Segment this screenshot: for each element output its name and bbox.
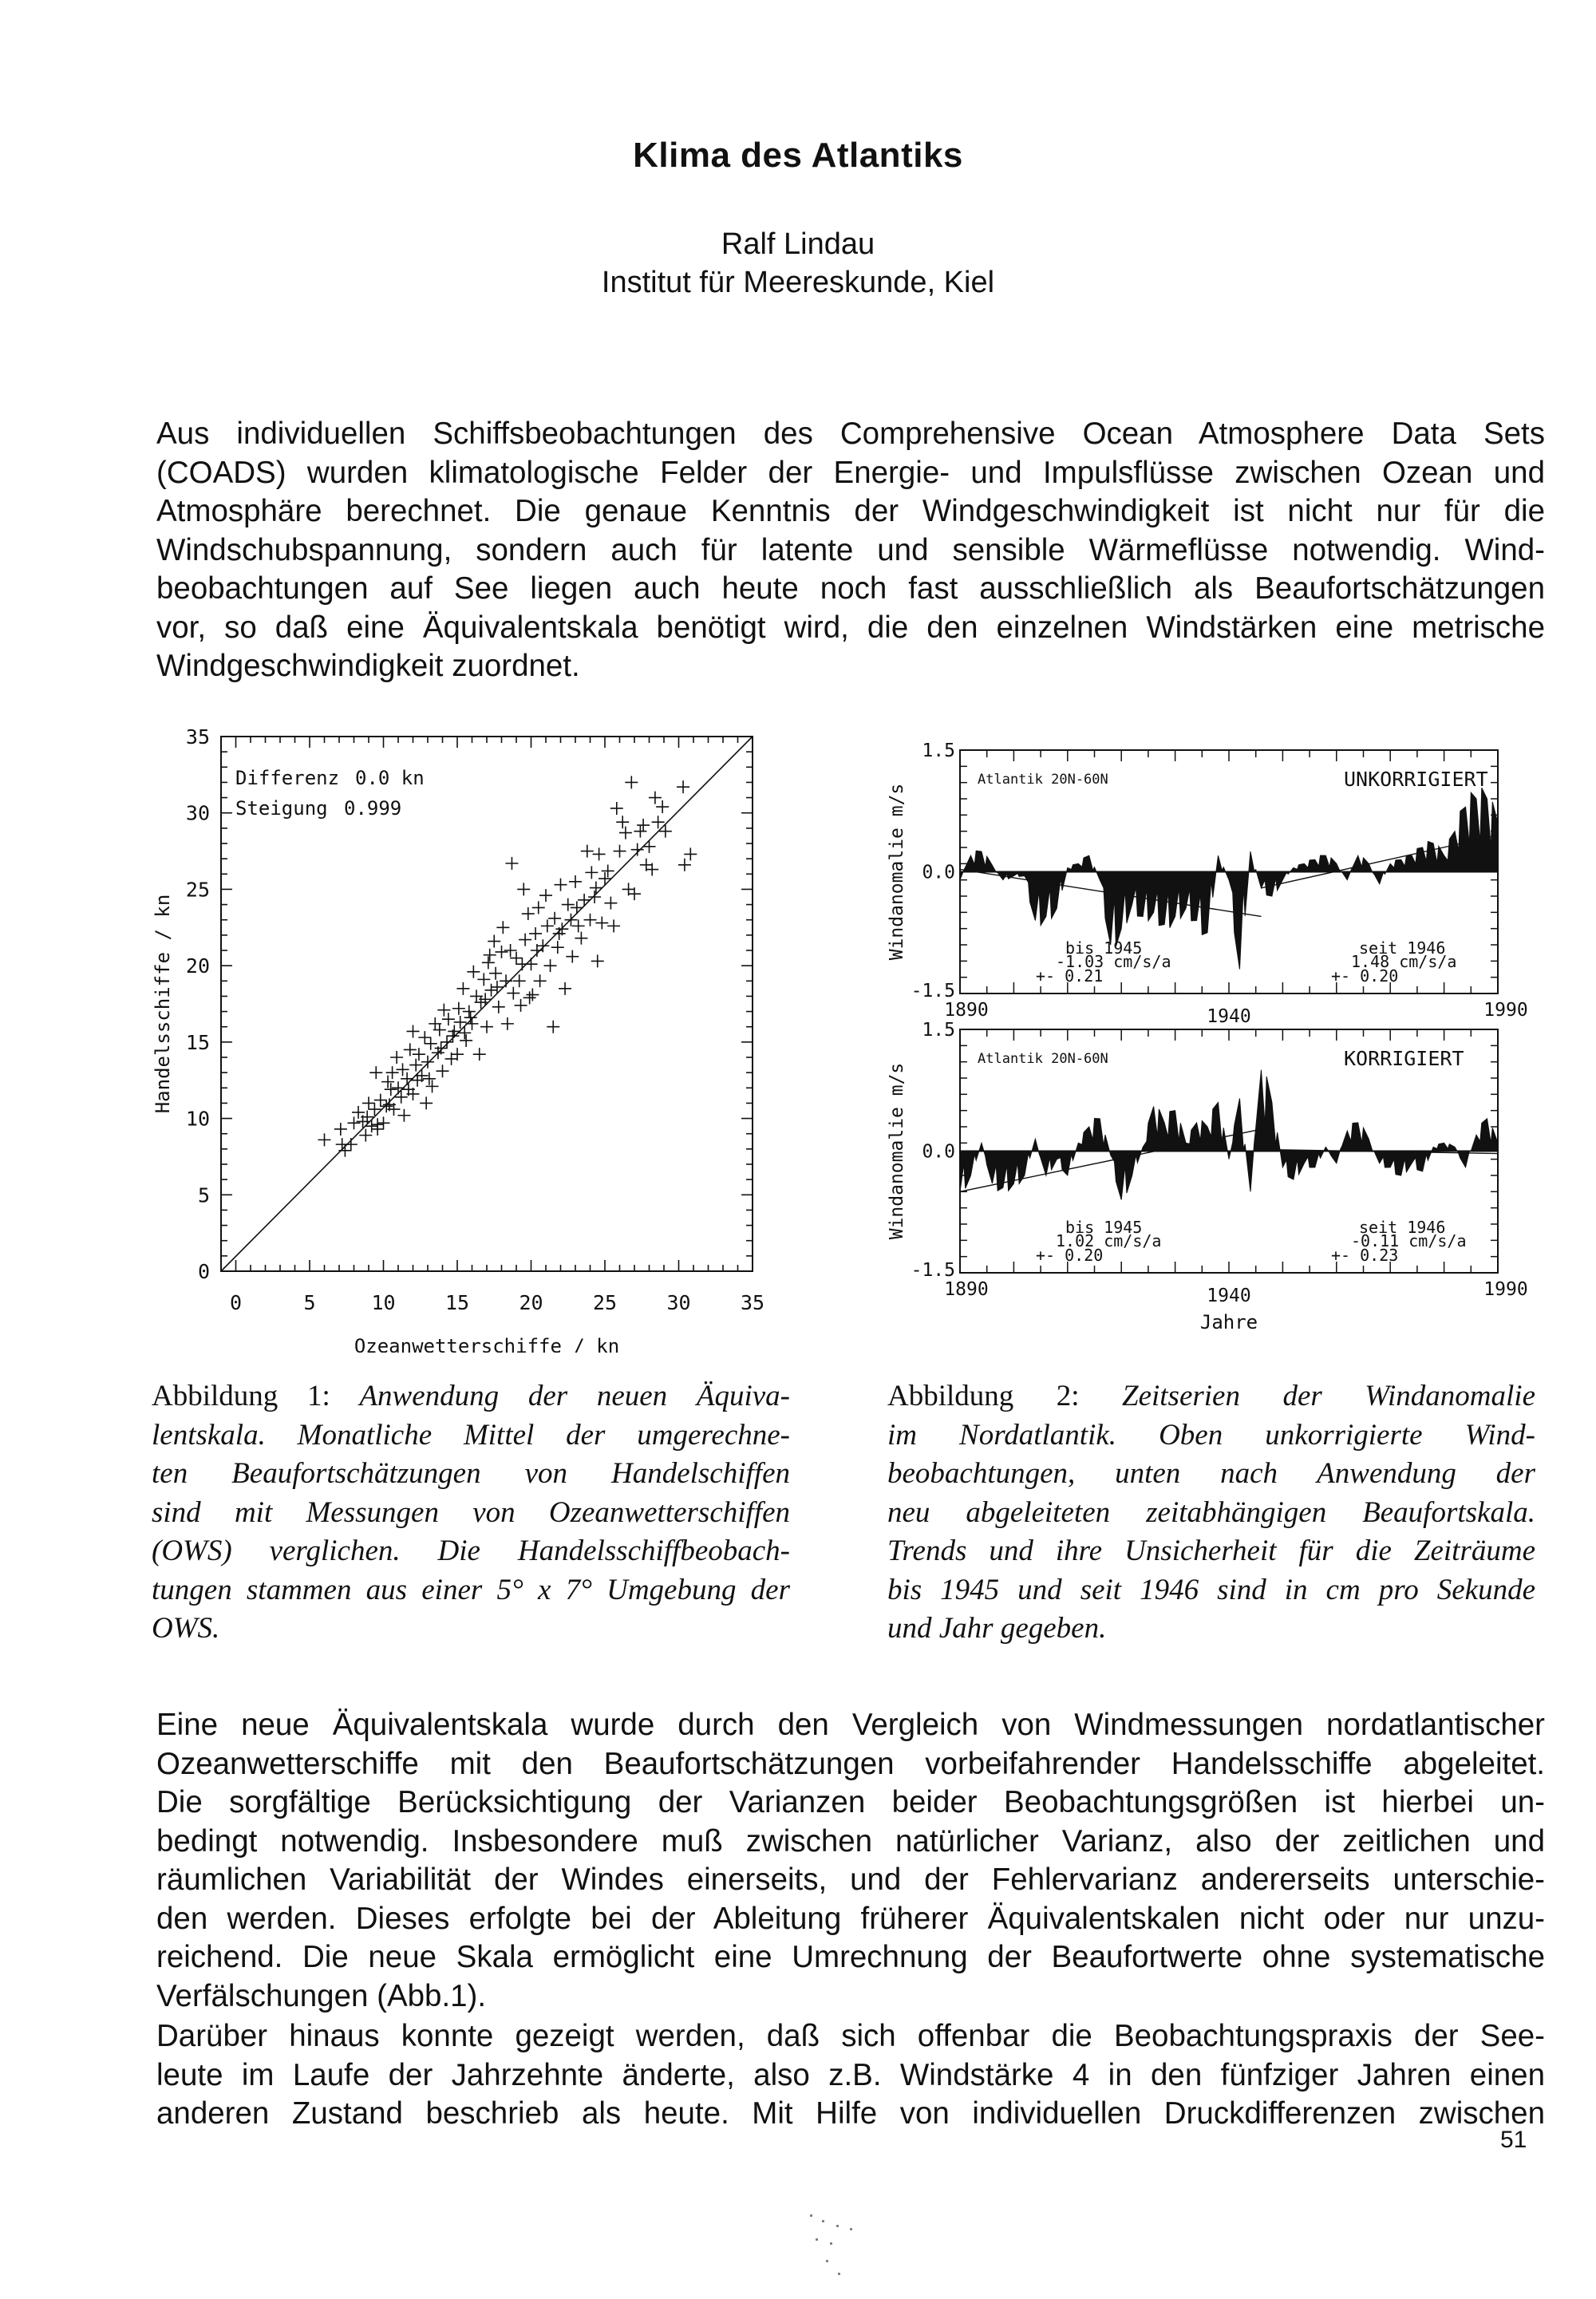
x-tick-label: 1990	[1483, 1000, 1528, 1021]
text-line: Verfälschungen (Abb.1).	[156, 1978, 487, 2013]
scan-speckle	[806, 2210, 878, 2282]
x-axis-label: Jahre	[1199, 1311, 1258, 1333]
data-points	[318, 776, 697, 1156]
text-line: anderen Zustand beschrieb als heute. Mit Hilfe von individuellen Druckdifferenzen zwischen	[156, 2096, 1545, 2131]
svg-text:bis 1945: bis 1945	[1065, 1218, 1143, 1237]
panel-unkorrigiert	[887, 741, 1528, 1027]
svg-text:+- 0.23: +- 0.23	[1331, 1246, 1399, 1265]
text-line: Darüber hinaus konnte gezeigt werden, daß sich offenbar die Beobachtungspraxis der See-	[156, 2019, 1545, 2053]
page-title: Klima des Atlantiks	[633, 136, 963, 175]
annotation-label: Steigung	[235, 797, 328, 820]
panel-korrigiert	[887, 1020, 1528, 1306]
svg-text:bis 1945: bis 1945	[1065, 938, 1143, 958]
y-tick-label: 5	[197, 1183, 210, 1207]
y-tick-label: 30	[185, 801, 210, 825]
caption-line: im Nordatlantik. Oben unkorrigierte Wind-	[887, 1418, 1535, 1452]
time-series-plot	[870, 722, 1556, 1361]
svg-text:+- 0.21: +- 0.21	[1036, 966, 1104, 986]
y-axis-label: Windanomalie m/s	[887, 783, 907, 961]
y-tick-label: -1.5	[911, 981, 955, 1001]
author-name: Ralf Lindau	[721, 227, 875, 261]
y-axis-label: Windanomalie m/s	[887, 1062, 907, 1240]
text-line: Ozeanwetterschiffe mit den Beaufortschätzungen vorbeifahrender Handelsschiffe abgeleitet.	[156, 1746, 1545, 1781]
x-tick-label: 1940	[1207, 1286, 1251, 1306]
caption-line: (OWS) verglichen. Die Handelsschiffbeobach-	[152, 1535, 790, 1567]
x-tick-label: 1890	[944, 1279, 989, 1300]
y-tick-label: 25	[185, 878, 210, 902]
y-tick-label: 0.0	[922, 862, 955, 883]
text-line: Windgeschwindigkeit zuordnet.	[156, 649, 580, 683]
svg-text:1.48 cm/s/a: 1.48 cm/s/a	[1351, 952, 1457, 971]
svg-text:1.02 cm/s/a: 1.02 cm/s/a	[1056, 1231, 1162, 1250]
svg-text:+- 0.20: +- 0.20	[1036, 1246, 1104, 1265]
text-line: Windschubspannung, sondern auch für latente und sensible Wärmeflüsse notwendig. Wind-	[156, 532, 1545, 567]
figure-2-caption	[887, 1377, 1535, 1649]
scatter-plot	[144, 714, 798, 1353]
text-line: räumlichen Variabilität der Windes einerseits, und der Fehlervarianz andererseits unterschie-	[156, 1863, 1545, 1897]
y-tick-label: -1.5	[911, 1260, 955, 1281]
panel-title: UNKORRIGIERT	[1344, 768, 1488, 791]
caption-line: sind mit Messungen von Ozeanwetterschiffen	[152, 1495, 790, 1529]
x-tick-label: 35	[740, 1291, 765, 1314]
caption-line: Trends und ihre Unsicherheit für die Zeiträume	[887, 1535, 1535, 1567]
y-tick-label: 0.0	[922, 1141, 955, 1163]
x-tick-label: 20	[519, 1291, 543, 1314]
caption-line: neu abgeleiteten zeitabhängigen Beaufortskala.	[887, 1495, 1535, 1529]
text-line: Aus individuellen Schiffsbeobachtungen des Comprehensive Ocean Atmosphere Data Sets	[156, 417, 1545, 451]
x-axis-label: Ozeanwetterschiffe / kn	[354, 1335, 620, 1353]
x-tick-label: 1940	[1207, 1006, 1251, 1027]
y-tick-label: 1.5	[922, 1020, 955, 1041]
x-tick-label: 10	[371, 1291, 396, 1314]
caption-line: Abbildung 2: Zeitserien der Windanomalie	[887, 1380, 1535, 1412]
x-tick-label: 5	[303, 1291, 316, 1314]
annotation-value: 0.999	[344, 797, 402, 820]
annotation-value: 0.0 kn	[355, 767, 425, 789]
y-tick-label: 0	[197, 1260, 210, 1283]
intro-paragraph	[156, 415, 1545, 686]
caption-line: und Jahr gegeben.	[887, 1612, 1107, 1645]
y-axis-label: Handelsschiffe / kn	[152, 894, 174, 1114]
y-tick-label: 10	[185, 1107, 210, 1131]
author-affiliation: Institut für Meereskunde, Kiel	[601, 266, 995, 299]
text-line: leute im Laufe der Jahrzehnte änderte, also z.B. Windstärke 4 in den fünfziger Jahren einen	[156, 2057, 1545, 2092]
y-tick-label: 1.5	[922, 741, 955, 761]
x-tick-label: 0	[229, 1291, 243, 1314]
caption-line: Abbildung 1: Anwendung der neuen Äquiva-	[152, 1380, 790, 1412]
body-paragraph-1	[156, 1706, 1545, 2016]
x-tick-label: 15	[444, 1291, 470, 1314]
caption-line: lentskala. Monatliche Mittel der umgerechne-	[152, 1418, 790, 1452]
svg-text:seit 1946: seit 1946	[1359, 938, 1446, 958]
figure-1	[144, 714, 798, 1353]
text-line: den werden. Dieses erfolgte bei der Ableitung früherer Äquivalentskalen nicht oder nur unzu-	[156, 1901, 1545, 1936]
y-tick-label: 15	[185, 1030, 210, 1054]
anomaly-area	[960, 1070, 1498, 1200]
text-line: beobachtungen auf See liegen auch heute noch fast ausschließlich als Beaufortschätzungen	[156, 571, 1545, 606]
caption-label: Abbildung 1:	[152, 1380, 360, 1412]
region-label: Atlantik 20N-60N	[978, 772, 1108, 788]
x-tick-label: 25	[592, 1291, 618, 1314]
caption-line: ten Beaufortschätzungen von Handelschiffen	[152, 1457, 790, 1490]
svg-text:seit 1946: seit 1946	[1359, 1218, 1446, 1237]
text-line: reichend. Die neue Skala ermöglicht eine Umrechnung der Beaufortwerte ohne systematische	[156, 1940, 1545, 1974]
region-label: Atlantik 20N-60N	[978, 1051, 1108, 1067]
caption-line: OWS.	[152, 1612, 220, 1645]
body-paragraph-2	[156, 2017, 1545, 2134]
text-line: bedingt notwendig. Insbesondere muß zwischen natürlicher Varianz, also der zeitlichen und	[156, 1823, 1545, 1859]
svg-text:-1.03 cm/s/a: -1.03 cm/s/a	[1056, 952, 1171, 971]
svg-text:-0.11 cm/s/a: -0.11 cm/s/a	[1351, 1231, 1467, 1250]
caption-line: bis 1945 und seit 1946 sind in cm pro Sekunde	[887, 1573, 1535, 1606]
figure-2	[870, 722, 1556, 1361]
text-line: Atmosphäre berechnet. Die genaue Kenntnis der Windgeschwindigkeit ist nicht nur für die	[156, 494, 1545, 528]
caption-line: tungen stammen aus einer 5° x 7° Umgebung der	[152, 1573, 790, 1606]
svg-text:+- 0.20: +- 0.20	[1331, 966, 1399, 986]
panel-title: KORRIGIERT	[1344, 1047, 1464, 1070]
x-tick-label: 1890	[944, 1000, 989, 1021]
text-line: Die sorgfältige Berücksichtigung der Varianzen beider Beobachtungsgrößen ist hierbei un-	[156, 1785, 1545, 1819]
text-line: (COADS) wurden klimatologische Felder der Energie- und Impulsflüsse zwischen Ozean und	[156, 455, 1545, 490]
caption-line: beobachtungen, unten nach Anwendung der	[887, 1457, 1535, 1490]
y-tick-label: 35	[185, 725, 210, 749]
text-line: vor, so daß eine Äquivalentskala benötigt wird, die den einzelnen Windstärken eine metrische	[156, 610, 1545, 645]
x-tick-label: 30	[666, 1291, 691, 1314]
page-number: 51	[1500, 2127, 1527, 2153]
y-tick-label: 20	[185, 954, 210, 978]
caption-label: Abbildung 2:	[887, 1380, 1122, 1412]
annotation-label: Differenz	[235, 767, 340, 789]
x-tick-label: 1990	[1483, 1279, 1528, 1300]
text-line: Eine neue Äquivalentskala wurde durch den Vergleich von Windmessungen nordatlantischer	[156, 1708, 1545, 1742]
figure-1-caption	[152, 1377, 790, 1649]
